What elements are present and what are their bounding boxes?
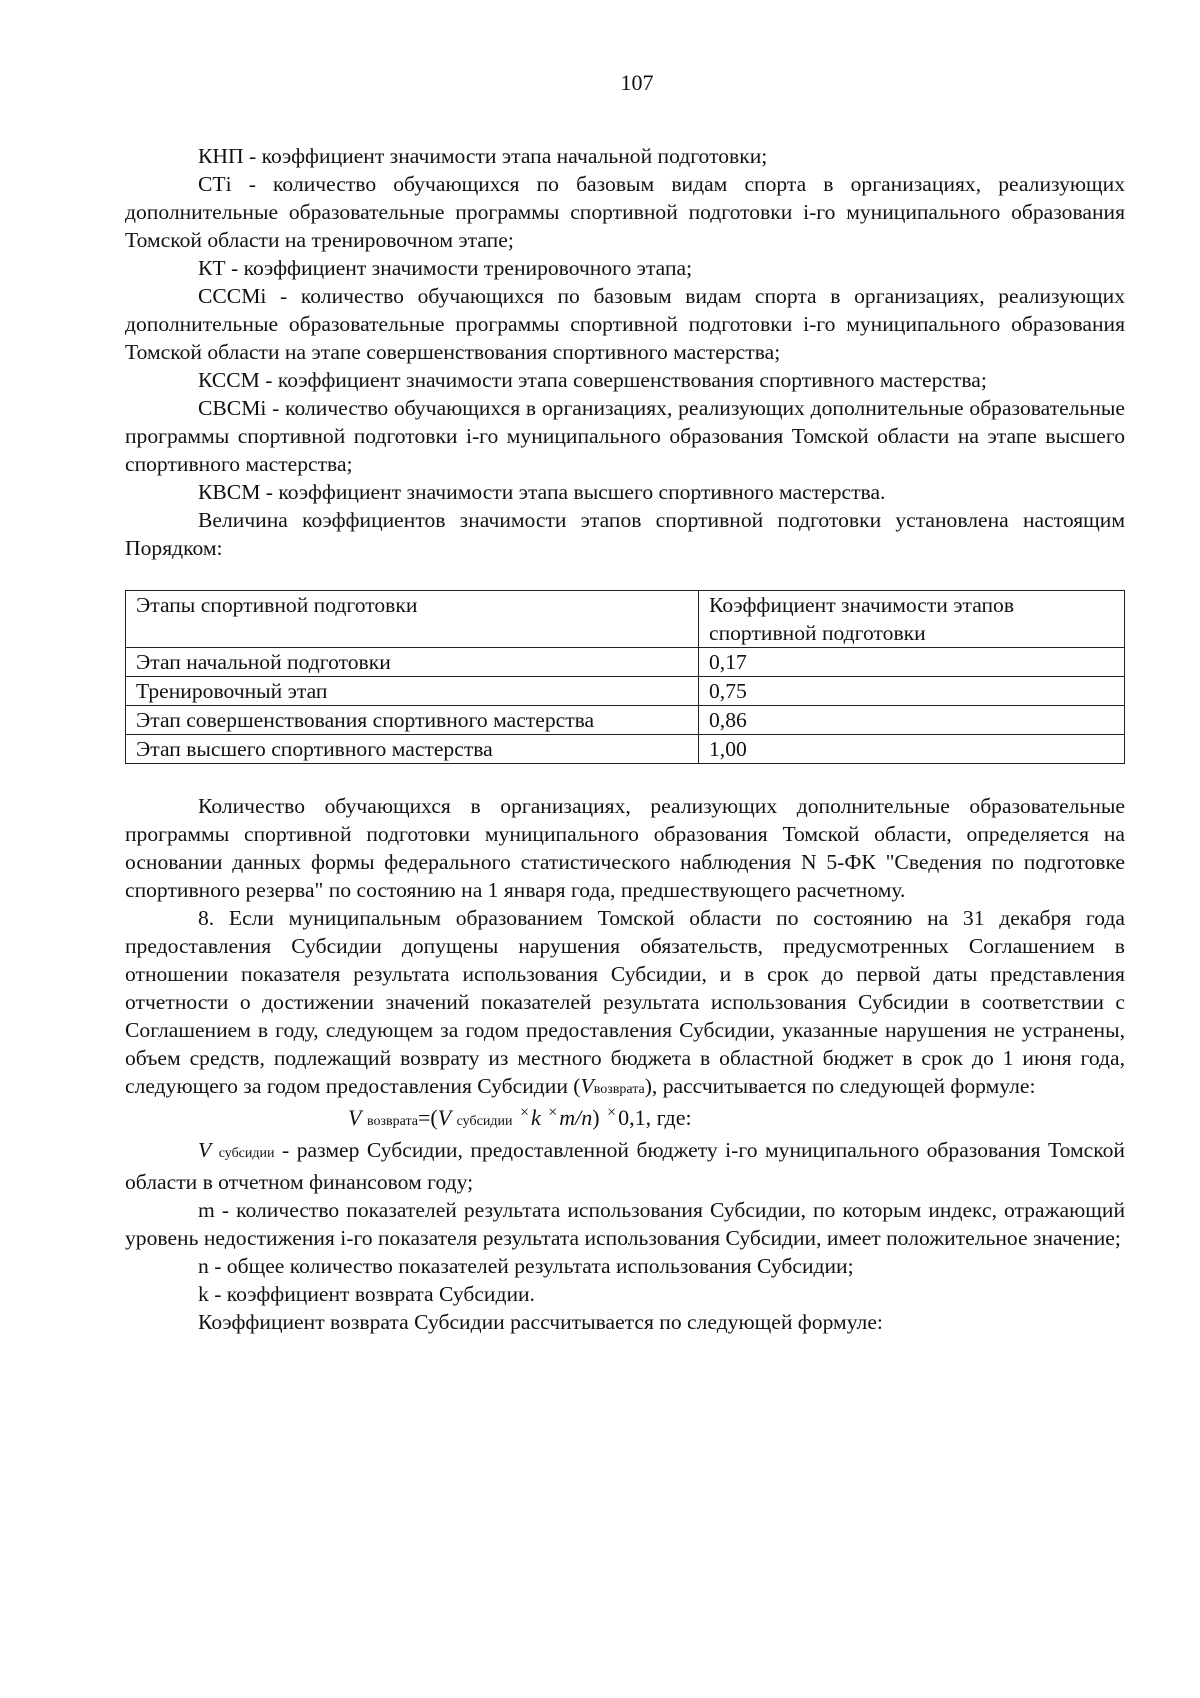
return-formula (125, 1104, 1125, 1136)
formula-mn: m/n (559, 1105, 593, 1130)
table-row (126, 677, 1125, 706)
paragraph-k-formula-intro: Коэффициент возврата Субсидии рассчитывается по следующей формуле: (198, 1310, 883, 1334)
paragraph-v-subsidy (125, 1136, 1125, 1196)
table-row (126, 735, 1125, 764)
paragraph-item-8-text: 8. Если муниципальным образованием Томской области по состоянию на 31 декабря года предоставления Субсидии допущены нарушения обязательств, предусмотренных Соглашением в отношении показателя результата использования Субсидии, и в срок до первой даты представления отчетности о достижении значений показателей результата использования Субсидии в соответствии с Соглашением в году, следующем за годом предоставления Субсидии, указанные нарушения не устранены, объем средств, подлежащий возврату из местного бюджета в областной бюджет в срок до 1 июня года, следующего за годом предоставления Субсидии ( (125, 906, 1125, 1098)
table-header-cell: Коэффициент значимости этапов спортивной подготовки (699, 591, 1125, 648)
formula-sub-subsidy: субсидии (456, 1114, 513, 1129)
paragraph-students-count: Количество обучающихся в организациях, реализующих дополнительные образовательные программы спортивной подготовки муниципального образования Томской области, определяется на основании данных формы федерального статистического наблюдения N 5-ФК "Сведения по подготовке спортивного резерва" по состоянию на 1 января года, предшествующего расчетному. (125, 794, 1125, 902)
multiply-icon: × (548, 1104, 558, 1121)
table-cell: 0,17 (699, 648, 1125, 677)
table-cell: 0,75 (699, 677, 1125, 706)
formula-eq-open: =( (417, 1105, 438, 1130)
table-cell: Тренировочный этап (126, 677, 699, 706)
table-row (126, 706, 1125, 735)
formula-close: ) (592, 1105, 600, 1130)
paragraph-k: k - коэффициент возврата Субсидии. (198, 1282, 535, 1306)
v-symbol: V (580, 1074, 594, 1098)
table-cell: Этап начальной подготовки (126, 648, 699, 677)
table-header-row (126, 591, 1125, 648)
formula-v: V (348, 1105, 362, 1130)
v-subsidy-subscript: субсидии (218, 1146, 275, 1161)
paragraph-svsmi: СВСМi - количество обучающихся в организациях, реализующих дополнительные образовательные программы спортивной подготовки i-го муниципального образования Томской области на этапе высшего спортивного мастерства; (125, 396, 1125, 476)
table-header-cell: Этапы спортивной подготовки (126, 591, 699, 648)
v-subsidy-definition: - размер Субсидии, предоставленной бюджету i-го муниципального образования Томской области в отчетном финансовом году; (125, 1138, 1125, 1194)
paragraph-cti: СТi - количество обучающихся по базовым видам спорта в организациях, реализующих дополнительные образовательные программы спортивной подготовки i-го муниципального образования Томской области на тренировочном этапе; (125, 172, 1125, 252)
formula-tail: 0,1, где: (618, 1105, 692, 1130)
v-return-subscript: возврата (593, 1082, 645, 1097)
paragraph-kvsm: КВСМ - коэффициент значимости этапа высшего спортивного мастерства. (198, 480, 886, 504)
table-cell: 1,00 (699, 735, 1125, 764)
paragraph-kt: КТ - коэффициент значимости тренировочного этапа; (198, 256, 693, 280)
multiply-icon: × (607, 1104, 617, 1121)
formula-k: k (530, 1105, 541, 1130)
table-row (126, 648, 1125, 677)
paragraph-sssmi: СССМi - количество обучающихся по базовым видам спорта в организациях, реализующих дополнительные образовательные программы спортивной подготовки i-го муниципального образования Томской области на этапе совершенствования спортивного мастерства; (125, 284, 1125, 364)
table-cell: Этап высшего спортивного мастерства (126, 735, 699, 764)
formula-v2: V (437, 1105, 452, 1130)
paragraph-item-8-tail: ), рассчитывается по следующей формуле: (644, 1074, 1036, 1098)
paragraph-coefficients-intro: Величина коэффициентов значимости этапов спортивной подготовки установлена настоящим Порядком: (125, 508, 1125, 560)
paragraph-kssm: КССМ - коэффициент значимости этапа совершенствования спортивного мастерства; (198, 368, 987, 392)
multiply-icon: × (519, 1104, 529, 1121)
paragraph-n: n - общее количество показателей результата использования Субсидии; (198, 1254, 854, 1278)
table-cell: 0,86 (699, 706, 1125, 735)
page-number: 107 (620, 70, 654, 95)
paragraph-knp: КНП - коэффициент значимости этапа начальной подготовки; (198, 144, 768, 168)
coefficients-table (125, 590, 1125, 764)
document-body (125, 142, 1125, 1336)
formula-sub-return: возврата (366, 1114, 418, 1129)
paragraph-item-8 (125, 904, 1125, 1104)
paragraph-m: m - количество показателей результата использования Субсидии, по которым индекс, отражающий уровень недостижения i-го показателя результата использования Субсидии, имеет положительное значение; (125, 1198, 1125, 1250)
table-cell: Этап совершенствования спортивного мастерства (126, 706, 699, 735)
v-symbol: V (198, 1138, 212, 1162)
